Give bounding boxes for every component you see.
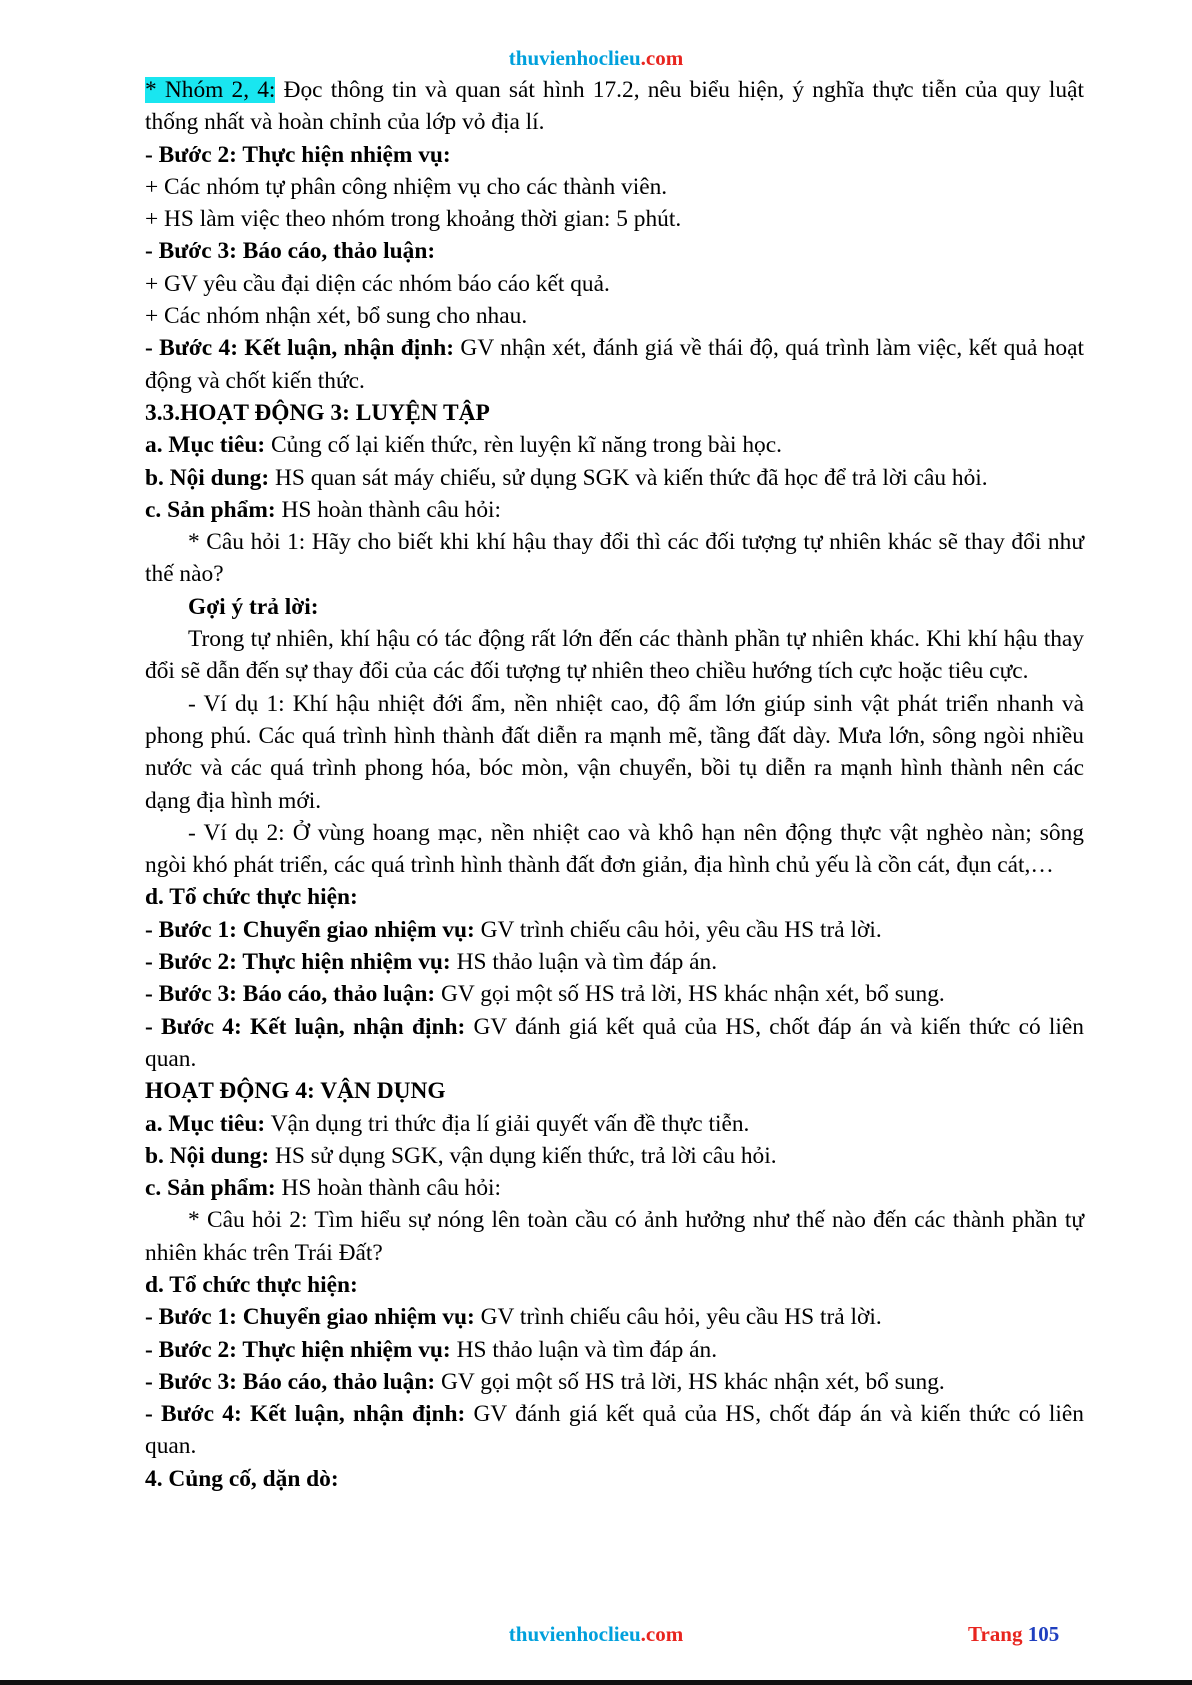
page-number: [968, 1622, 1059, 1647]
step-text: GV đánh giá kết quả của HS, chốt đáp án và kiến thức có liên quan.: [145, 1013, 1084, 1072]
question-1: * Câu hỏi 1: Hãy cho biết khi khí hậu thay đổi thì các đối tượng tự nhiên khác sẽ thay đổi như thế nào?: [145, 529, 1084, 588]
activity-4-content: [145, 1140, 1084, 1172]
step-3-item-2: + Các nhóm nhận xét, bổ sung cho nhau.: [145, 303, 528, 330]
step-3-item-1: + GV yêu cầu đại diện các nhóm báo cáo kết quả.: [145, 270, 610, 297]
step-text: HS thảo luận và tìm đáp án.: [450, 949, 718, 976]
step-4-paragraph: [145, 332, 1084, 397]
goal-text: Củng cố lại kiến thức, rèn luyện kĩ năng trong bài học.: [265, 432, 782, 459]
highlighted-group-label: * Nhóm 2, 4:: [145, 77, 276, 103]
footer-site-part2: .com: [640, 1622, 684, 1646]
product-label: c. Sản phẩm:: [145, 496, 276, 523]
product-text: HS hoàn thành câu hỏi:: [275, 496, 502, 523]
activity-3-step-3: [145, 978, 1084, 1010]
content-label: b. Nội dung:: [145, 464, 270, 491]
activity-3-goal: [145, 429, 1084, 461]
product-label: c. Sản phẩm:: [145, 1175, 276, 1202]
step-label: - Bước 3: Báo cáo, thảo luận:: [145, 1368, 436, 1395]
example-1: - Ví dụ 1: Khí hậu nhiệt đới ẩm, nền nhiệt cao, độ ẩm lớn giúp sinh vật phát triển nhanh và phong phú. Các quá trình hình thành đất diễn ra mạnh mẽ, tầng đất dày. Mưa lớn, sông ngòi nhiều nước và các quá trình phong hóa, bóc mòn, vận chuyển, bồi tụ diễn ra mạnh hình thành nên các dạng địa hình mới.: [145, 690, 1084, 814]
activity-3-step-1: [145, 914, 1084, 946]
step-label: - Bước 4: Kết luận, nhận định:: [145, 1401, 466, 1428]
question-2: * Câu hỏi 2: Tìm hiểu sự nóng lên toàn cầu có ảnh hưởng như thế nào đến các thành phần tự nhiên khác trên Trái Đất?: [145, 1207, 1084, 1266]
content-text: HS sử dụng SGK, vận dụng kiến thức, trả lời câu hỏi.: [269, 1142, 777, 1169]
step-3-heading: - Bước 3: Báo cáo, thảo luận:: [145, 238, 436, 265]
step-text: GV trình chiếu câu hỏi, yêu cầu HS trả lời.: [474, 1304, 882, 1331]
header-site-part2: .com: [640, 46, 684, 70]
activity-4-step-3: [145, 1366, 1084, 1398]
product-text: HS hoàn thành câu hỏi:: [275, 1175, 502, 1202]
document-body: [145, 74, 1084, 1495]
activity-4-step-4: [145, 1398, 1084, 1463]
step-text: GV gọi một số HS trả lời, HS khác nhận xét, bổ sung.: [435, 1368, 945, 1395]
group-task-paragraph: [145, 74, 1084, 139]
header-site-name: [0, 46, 1192, 71]
step-2-item-1: + Các nhóm tự phân công nhiệm vụ cho các thành viên.: [145, 173, 668, 200]
activity-3-step-4: [145, 1011, 1084, 1076]
footer-site-part1: thuvienhoclieu: [508, 1622, 641, 1646]
page-word: Trang: [968, 1622, 1023, 1646]
activity-4-goal: [145, 1108, 1084, 1140]
content-text: HS quan sát máy chiếu, sử dụng SGK và kiến thức đã học để trả lời câu hỏi.: [269, 464, 988, 491]
page-num: 105: [1027, 1622, 1060, 1646]
step-text: GV gọi một số HS trả lời, HS khác nhận xét, bổ sung.: [435, 981, 945, 1008]
step-4-text: GV nhận xét, đánh giá về thái độ, quá trình làm việc, kết quả hoạt động và chốt kiến thức.: [145, 335, 1084, 394]
step-label: - Bước 2: Thực hiện nhiệm vụ:: [145, 949, 451, 976]
step-text: HS thảo luận và tìm đáp án.: [450, 1336, 718, 1363]
activity-3-product: [145, 494, 1084, 526]
step-label: - Bước 1: Chuyển giao nhiệm vụ:: [145, 916, 475, 943]
footer: [0, 1622, 1192, 1652]
activity-4-heading: HOẠT ĐỘNG 4: VẬN DỤNG: [145, 1078, 446, 1105]
activity-4-step-2: [145, 1334, 1084, 1366]
step-text: GV đánh giá kết quả của HS, chốt đáp án và kiến thức có liên quan.: [145, 1401, 1084, 1460]
goal-label: a. Mục tiêu:: [145, 1110, 266, 1137]
step-label: - Bước 2: Thực hiện nhiệm vụ:: [145, 1336, 451, 1363]
group-task-text: Đọc thông tin và quan sát hình 17.2, nêu biểu hiện, ý nghĩa thực tiễn của quy luật thống nhất và hoàn chỉnh của lớp vỏ địa lí.: [145, 77, 1084, 136]
activity-3-content: [145, 462, 1084, 494]
step-label: - Bước 3: Báo cáo, thảo luận:: [145, 981, 436, 1008]
activity-4-step-1: [145, 1301, 1084, 1333]
answer-paragraph: Trong tự nhiên, khí hậu có tác động rất lớn đến các thành phần tự nhiên khác. Khi khí hậu thay đổi sẽ dẫn đến sự thay đổi của các đối tượng tự nhiên theo chiều hướng tích cực hoặc tiêu cực.: [145, 626, 1084, 685]
activity-3-step-2: [145, 946, 1084, 978]
example-2: - Ví dụ 2: Ở vùng hoang mạc, nền nhiệt cao và khô hạn nên động thực vật nghèo nàn; sông ngòi khó phát triển, các quá trình hình thành đất đơn giản, địa hình chủ yếu là cồn cát, đụn cát,…: [145, 819, 1084, 879]
step-2-heading: - Bước 2: Thực hiện nhiệm vụ:: [145, 141, 451, 168]
activity-3-organization-heading: d. Tổ chức thực hiện:: [145, 884, 358, 911]
goal-label: a. Mục tiêu:: [145, 432, 266, 459]
goal-text: Vận dụng tri thức địa lí giải quyết vấn đề thực tiễn.: [265, 1110, 750, 1137]
activity-4-organization-heading: d. Tổ chức thực hiện:: [145, 1271, 358, 1298]
step-4-label: - Bước 4: Kết luận, nhận định:: [145, 335, 455, 362]
header-site-part1: thuvienhoclieu: [508, 46, 641, 70]
step-label: - Bước 1: Chuyển giao nhiệm vụ:: [145, 1304, 475, 1331]
step-label: - Bước 4: Kết luận, nhận định:: [145, 1013, 466, 1040]
bottom-border: [0, 1680, 1192, 1685]
answer-hint-heading: Gợi ý trả lời:: [188, 593, 319, 620]
step-text: GV trình chiếu câu hỏi, yêu cầu HS trả lời.: [474, 916, 882, 943]
activity-4-product: [145, 1172, 1084, 1204]
step-2-item-2: + HS làm việc theo nhóm trong khoảng thời gian: 5 phút.: [145, 206, 682, 233]
content-label: b. Nội dung:: [145, 1142, 270, 1169]
section-4-heading: 4. Củng cố, dặn dò:: [145, 1465, 339, 1492]
activity-3-heading: 3.3.HOẠT ĐỘNG 3: LUYỆN TẬP: [145, 399, 490, 426]
